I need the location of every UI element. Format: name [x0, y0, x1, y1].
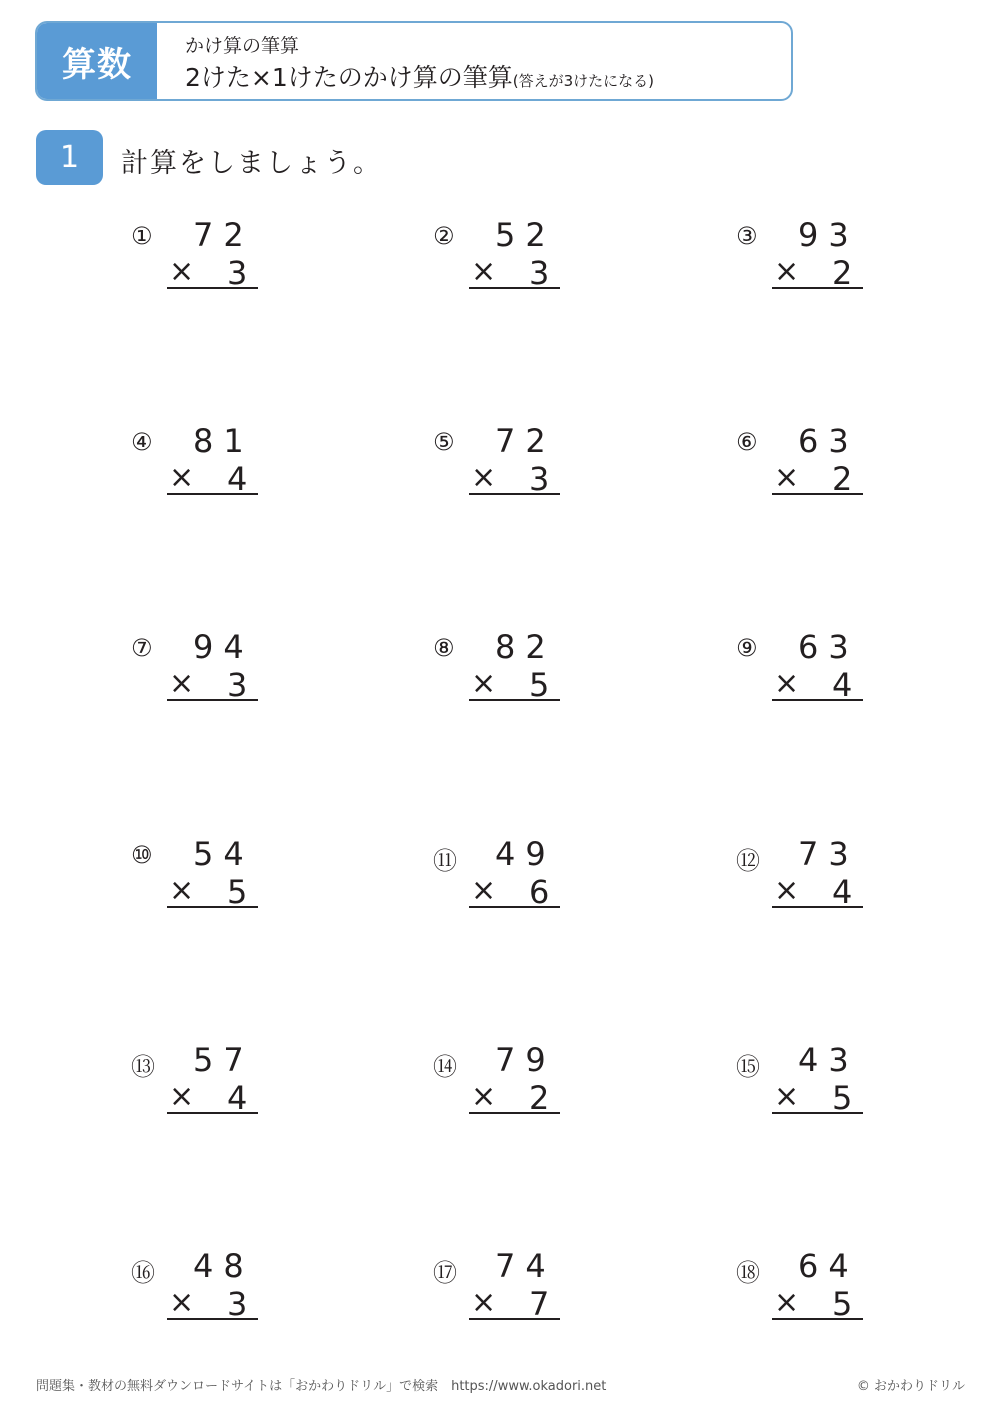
- problem-multiplicand: 82: [495, 628, 556, 666]
- problem-7: [131, 628, 271, 718]
- problem-multiplicand: 63: [798, 422, 859, 460]
- problem-9: [736, 628, 876, 718]
- instruction-text: 計算をしましょう。: [121, 148, 382, 179]
- problem-2: [433, 216, 573, 306]
- times-sign: ×: [169, 666, 195, 701]
- problem-number: ②: [433, 222, 455, 250]
- footer-site-note: 問題集・教材の無料ダウンロードサイトは「おかわりドリル」で検索 https://www.okadori.net: [36, 1379, 607, 1394]
- problem-number: ⑭: [433, 1053, 457, 1081]
- problem-multiplier: 3: [227, 1285, 248, 1323]
- problem-16: [131, 1247, 271, 1337]
- times-sign: ×: [774, 1079, 800, 1114]
- times-sign: ×: [471, 1285, 497, 1320]
- problem-multiplicand: 43: [798, 1041, 859, 1079]
- problem-multiplicand: 73: [798, 835, 859, 873]
- problem-17: [433, 1247, 573, 1337]
- answer-rule: [167, 906, 258, 908]
- answer-rule: [772, 1318, 863, 1320]
- times-sign: ×: [471, 254, 497, 289]
- problem-multiplicand: 49: [495, 835, 556, 873]
- problem-number: ⑤: [433, 428, 455, 456]
- problem-multiplier: 4: [832, 873, 853, 911]
- times-sign: ×: [774, 873, 800, 908]
- problem-number: ⑧: [433, 634, 455, 662]
- problem-multiplier: 2: [529, 1079, 550, 1117]
- problem-multiplier: 3: [529, 254, 550, 292]
- answer-rule: [167, 493, 258, 495]
- problem-number: ③: [736, 222, 758, 250]
- problem-multiplicand: 93: [798, 216, 859, 254]
- problem-multiplier: 3: [227, 254, 248, 292]
- problem-14: [433, 1041, 573, 1131]
- problem-multiplicand: 74: [495, 1247, 556, 1285]
- problem-multiplicand: 81: [193, 422, 254, 460]
- problem-number: ④: [131, 428, 153, 456]
- problem-multiplicand: 64: [798, 1247, 859, 1285]
- problem-12: [736, 835, 876, 925]
- problem-1: [131, 216, 271, 306]
- times-sign: ×: [774, 460, 800, 495]
- problem-multiplicand: 72: [193, 216, 254, 254]
- problem-number: ⑬: [131, 1053, 155, 1081]
- problem-5: [433, 422, 573, 512]
- problem-multiplier: 2: [832, 254, 853, 292]
- answer-rule: [772, 493, 863, 495]
- problem-6: [736, 422, 876, 512]
- problem-number: ⑦: [131, 634, 153, 662]
- problem-number: ⑫: [736, 847, 760, 875]
- problem-multiplier: 3: [227, 666, 248, 704]
- problem-multiplicand: 94: [193, 628, 254, 666]
- problem-8: [433, 628, 573, 718]
- problem-11: [433, 835, 573, 925]
- times-sign: ×: [774, 254, 800, 289]
- times-sign: ×: [774, 1285, 800, 1320]
- answer-rule: [167, 699, 258, 701]
- problem-number: ⑥: [736, 428, 758, 456]
- times-sign: ×: [774, 666, 800, 701]
- problem-multiplier: 7: [529, 1285, 550, 1323]
- worksheet-title-main: 2けた×1けたのかけ算の筆算: [185, 63, 513, 92]
- answer-rule: [469, 493, 560, 495]
- problem-15: [736, 1041, 876, 1131]
- worksheet-header: [35, 21, 793, 101]
- answer-rule: [167, 287, 258, 289]
- times-sign: ×: [169, 460, 195, 495]
- worksheet-title: [185, 58, 654, 94]
- problem-10: [131, 835, 271, 925]
- answer-rule: [469, 699, 560, 701]
- problem-multiplier: 2: [832, 460, 853, 498]
- problem-number: ⑯: [131, 1259, 155, 1287]
- problem-number: ⑱: [736, 1259, 760, 1287]
- problem-multiplier: 6: [529, 873, 550, 911]
- problem-multiplicand: 52: [495, 216, 556, 254]
- problem-number: ⑪: [433, 847, 457, 875]
- problem-multiplicand: 63: [798, 628, 859, 666]
- answer-rule: [772, 906, 863, 908]
- answer-rule: [167, 1112, 258, 1114]
- answer-rule: [469, 906, 560, 908]
- problem-number: ⑰: [433, 1259, 457, 1287]
- times-sign: ×: [169, 254, 195, 289]
- problem-multiplier: 5: [529, 666, 550, 704]
- answer-rule: [469, 287, 560, 289]
- answer-rule: [469, 1112, 560, 1114]
- problem-18: [736, 1247, 876, 1337]
- problem-number: ⑨: [736, 634, 758, 662]
- problem-multiplier: 5: [832, 1079, 853, 1117]
- worksheet-title-note: (答えが3けたになる): [512, 72, 655, 90]
- times-sign: ×: [169, 1079, 195, 1114]
- answer-rule: [167, 1318, 258, 1320]
- times-sign: ×: [169, 873, 195, 908]
- times-sign: ×: [471, 460, 497, 495]
- problem-number: ⑮: [736, 1053, 760, 1081]
- problem-multiplier: 3: [529, 460, 550, 498]
- problem-13: [131, 1041, 271, 1131]
- subject-badge: 算数: [37, 23, 157, 99]
- problem-multiplicand: 57: [193, 1041, 254, 1079]
- answer-rule: [772, 1112, 863, 1114]
- answer-rule: [772, 287, 863, 289]
- problem-multiplicand: 72: [495, 422, 556, 460]
- problem-multiplier: 4: [832, 666, 853, 704]
- problem-multiplicand: 79: [495, 1041, 556, 1079]
- problem-multiplier: 4: [227, 1079, 248, 1117]
- answer-rule: [772, 699, 863, 701]
- times-sign: ×: [471, 666, 497, 701]
- section-number-badge: 1: [36, 130, 103, 185]
- problem-4: [131, 422, 271, 512]
- problem-multiplicand: 54: [193, 835, 254, 873]
- times-sign: ×: [169, 1285, 195, 1320]
- footer-copyright: © おかわりドリル: [856, 1379, 965, 1394]
- problem-multiplicand: 48: [193, 1247, 254, 1285]
- problem-multiplier: 5: [227, 873, 248, 911]
- problem-number: ①: [131, 222, 153, 250]
- problem-multiplier: 4: [227, 460, 248, 498]
- problem-3: [736, 216, 876, 306]
- times-sign: ×: [471, 1079, 497, 1114]
- problem-multiplier: 5: [832, 1285, 853, 1323]
- problem-number: ⑩: [131, 841, 153, 869]
- answer-rule: [469, 1318, 560, 1320]
- times-sign: ×: [471, 873, 497, 908]
- worksheet-subtitle: かけ算の筆算: [185, 35, 300, 57]
